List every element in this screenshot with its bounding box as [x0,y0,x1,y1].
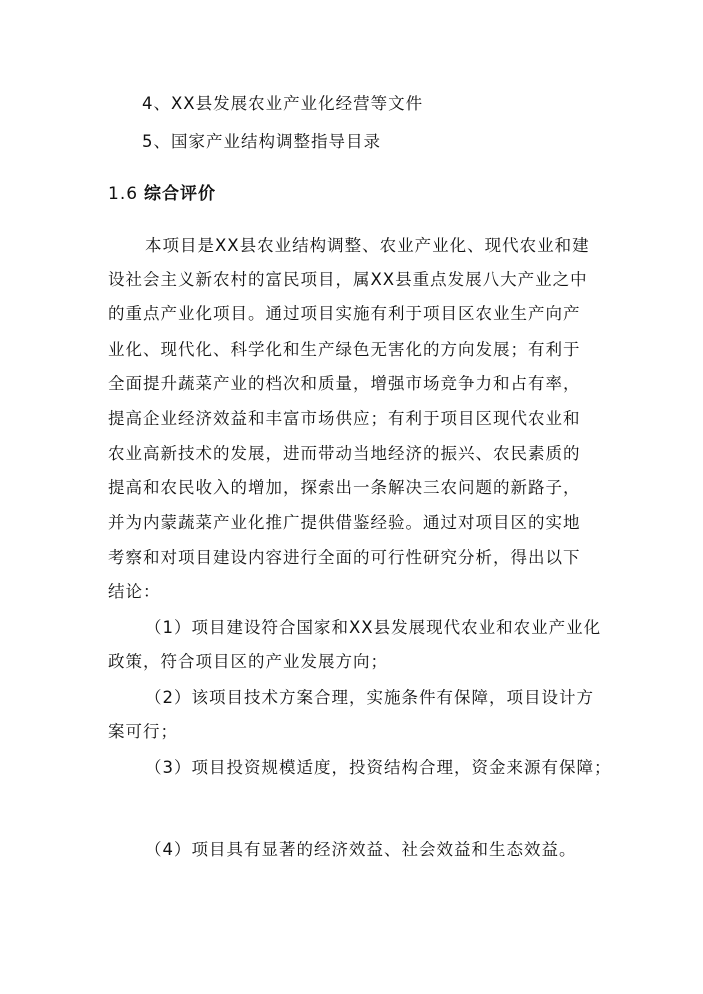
conclusion-item: （4）项目具有显著的经济效益、社会效益和生态效益。 [145,840,577,859]
conclusion-item: 案可行； [108,722,178,741]
conclusion-item: 政策，符合项目区的产业发展方向； [108,652,388,671]
paragraph-line: 提高和农民收入的增加，探索出一条解决三农问题的新路子， [108,478,581,497]
paragraph-line: 提高企业经济效益和丰富市场供应；有利于项目区现代农业和 [108,409,581,428]
list-item-5: 5、国家产业结构调整指导目录 [142,132,381,151]
paragraph-line: 本项目是XX县农业结构调整、农业产业化、现代农业和建 [145,236,590,255]
conclusion-item: （1）项目建设符合国家和XX县发展现代农业和农业产业化 [145,618,602,637]
paragraph-line: 的重点产业化项目。通过项目实施有利于项目区农业生产向产 [108,304,581,323]
paragraph-line: 考察和对项目建设内容进行全面的可行性研究分析，得出以下 [108,548,581,567]
section-title: 综合评价 [144,184,217,204]
paragraph-line: 业化、现代化、科学化和生产绿色无害化的方向发展；有利于 [108,340,581,359]
paragraph-line: 并为内蒙蔬菜产业化推广提供借鉴经验。通过对项目区的实地 [108,513,581,532]
conclusion-item: （2）该项目技术方案合理，实施条件有保障，项目设计方 [145,688,594,707]
section-number: 1.6 [108,184,139,204]
conclusion-item: （3）项目投资规模适度，投资结构合理，资金来源有保障； [145,758,612,777]
section-heading [108,184,216,204]
paragraph-line: 全面提升蔬菜产业的档次和质量，增强市场竞争力和占有率， [108,374,581,393]
paragraph-line: 设社会主义新农村的富民项目，属XX县重点发展八大产业之中 [108,270,588,289]
list-item-4: 4、XX县发展农业产业化经营等文件 [142,94,424,113]
paragraph-line: 农业高新技术的发展，进而带动当地经济的振兴、农民素质的 [108,444,581,463]
paragraph-line: 结论： [108,582,161,601]
